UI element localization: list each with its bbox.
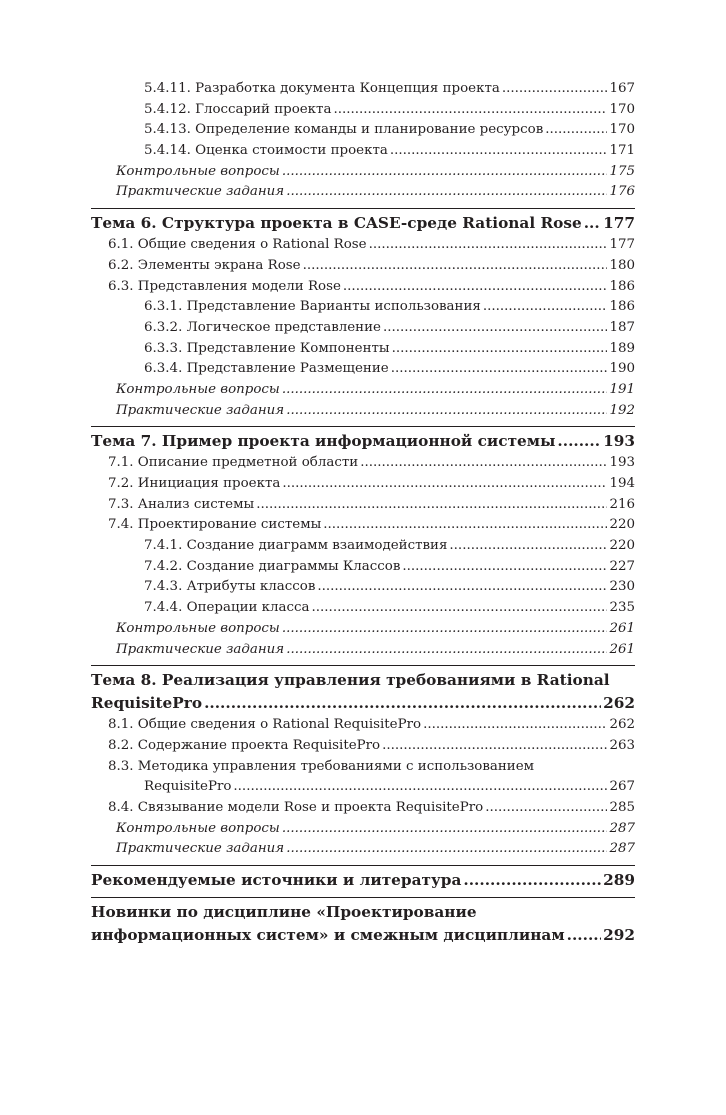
- entry-label: Практические задания: [116, 184, 285, 200]
- entry-label: 7.3. Анализ системы: [108, 496, 255, 512]
- entry-label: Практические задания: [116, 641, 285, 657]
- toc-entry-6-1[interactable]: [91, 235, 635, 256]
- entry-label: 7.1. Описание предметной области: [108, 455, 359, 471]
- entry-label: 6.3. Представления модели Rose: [108, 278, 341, 294]
- entry-page: 287: [609, 820, 635, 836]
- toc-news[interactable]: [91, 924, 635, 947]
- dot-leader: [333, 100, 607, 121]
- dot-leader: [286, 401, 607, 422]
- topic-title: Тема 6. Структура проекта в CASE-среде Rational Rose: [91, 214, 582, 233]
- entry-label: 6.3.2. Логическое представление: [144, 319, 381, 335]
- dot-leader: [360, 453, 607, 474]
- topic-title: Тема 7. Пример проекта информационной системы: [91, 432, 556, 451]
- toc-entry-6-tasks[interactable]: [91, 401, 635, 422]
- toc-entry-5-4-13[interactable]: [91, 120, 635, 141]
- entry-page: 171: [609, 143, 635, 159]
- entry-page: 262: [609, 717, 635, 733]
- toc-entry-8-questions[interactable]: [91, 819, 635, 840]
- dot-leader: [282, 474, 607, 495]
- entry-label: Контрольные вопросы: [116, 620, 280, 636]
- entry-label: 6.3.4. Представление Размещение: [144, 361, 389, 377]
- entry-page: 176: [609, 184, 635, 200]
- dot-leader: [402, 557, 607, 578]
- toc-entry-5-4-14[interactable]: [91, 141, 635, 162]
- divider: [91, 208, 635, 209]
- divider: [91, 665, 635, 666]
- entry-page: 261: [609, 620, 635, 636]
- dot-leader: [369, 235, 608, 256]
- topic-page: 289: [603, 871, 635, 889]
- entry-page: 170: [609, 122, 635, 138]
- table-of-contents: [91, 79, 635, 947]
- entry-page: 167: [609, 81, 635, 96]
- topic-title: RequisitePro: [91, 694, 203, 713]
- dot-leader: [286, 839, 607, 860]
- toc-news-title-line1[interactable]: Новинки по дисциплине «Проектирование: [91, 903, 477, 921]
- divider: [91, 897, 635, 898]
- toc-entry-5-4-12[interactable]: [91, 100, 635, 121]
- entry-label: 7.4.3. Атрибуты классов: [144, 579, 316, 595]
- entry-label: Практические задания: [116, 402, 285, 418]
- entry-label: 5.4.14. Оценка стоимости проекта: [144, 143, 388, 159]
- dot-leader: [483, 297, 608, 318]
- entry-label: Контрольные вопросы: [116, 163, 280, 179]
- toc-entry-6-3-3[interactable]: [91, 339, 635, 360]
- toc-entry-5-questions[interactable]: [91, 162, 635, 183]
- toc-entry-7-tasks[interactable]: [91, 640, 635, 661]
- entry-page: 285: [609, 799, 635, 815]
- entry-page: 230: [609, 579, 635, 595]
- toc-entry-8-2[interactable]: [91, 736, 635, 757]
- toc-topic-8-title-line1[interactable]: Тема 8. Реализация управления требованиями в Rational: [91, 671, 610, 690]
- toc-entry-6-3-4[interactable]: [91, 359, 635, 380]
- dot-leader: [303, 256, 608, 277]
- toc-entry-7-1[interactable]: [91, 453, 635, 474]
- entry-page: 216: [609, 496, 635, 512]
- entry-label: 6.2. Элементы экрана Rose: [108, 257, 301, 273]
- dot-leader: [343, 277, 608, 298]
- topic-page: 292: [603, 926, 635, 944]
- entry-page: 180: [609, 257, 635, 273]
- entry-page: 287: [609, 841, 635, 857]
- toc-entry-7-3[interactable]: [91, 495, 635, 516]
- entry-page: 191: [609, 381, 635, 397]
- entry-page: 177: [609, 237, 635, 253]
- dot-leader: [449, 536, 607, 557]
- dot-leader: [557, 430, 601, 453]
- entry-label: RequisitePro: [144, 779, 232, 795]
- toc-references[interactable]: [91, 869, 635, 892]
- dot-leader: [312, 598, 608, 619]
- entry-label: 5.4.12. Глоссарий проекта: [144, 101, 332, 117]
- entry-page: 187: [609, 319, 635, 335]
- topic-title: информационных систем» и смежным дисциплинам: [91, 926, 565, 944]
- toc-entry-5-4-11[interactable]: [91, 79, 635, 100]
- topic-page: 262: [603, 694, 635, 713]
- entry-label: Контрольные вопросы: [116, 381, 280, 397]
- toc-entry-6-3-2[interactable]: [91, 318, 635, 339]
- toc-entry-7-4-1[interactable]: [91, 536, 635, 557]
- toc-topic-8[interactable]: [91, 692, 635, 715]
- toc-entry-6-3[interactable]: [91, 277, 635, 298]
- dot-leader: [233, 777, 607, 798]
- toc-entry-8-4[interactable]: [91, 798, 635, 819]
- entry-label: 5.4.11. Разработка документа Концепция проекта: [144, 81, 500, 96]
- entry-page: 263: [609, 737, 635, 753]
- dot-leader: [423, 715, 607, 736]
- entry-page: 220: [609, 517, 635, 533]
- entry-page: 170: [609, 101, 635, 117]
- dot-leader: [382, 736, 607, 757]
- dot-leader: [282, 819, 608, 840]
- toc-entry-7-4-2[interactable]: [91, 557, 635, 578]
- dot-leader: [323, 515, 607, 536]
- entry-page: 227: [609, 558, 635, 574]
- dot-leader: [286, 640, 607, 661]
- entry-label: 7.2. Инициация проекта: [108, 476, 281, 491]
- toc-entry-8-tasks[interactable]: [91, 839, 635, 860]
- toc-entry-7-2[interactable]: [91, 474, 635, 495]
- dot-leader: [282, 162, 608, 183]
- dot-leader: [584, 212, 601, 235]
- dot-leader: [282, 619, 608, 640]
- entry-page: 190: [609, 361, 635, 377]
- entry-label: Контрольные вопросы: [116, 820, 280, 836]
- dot-leader: [502, 79, 608, 100]
- toc-entry-8-3[interactable]: [91, 777, 635, 798]
- toc-entry-5-tasks[interactable]: [91, 182, 635, 203]
- entry-label: 6.1. Общие сведения о Rational Rose: [108, 237, 367, 253]
- dot-leader: [485, 798, 607, 819]
- divider: [91, 426, 635, 427]
- toc-entry-6-questions[interactable]: [91, 380, 635, 401]
- entry-label: 5.4.13. Определение команды и планирование ресурсов: [144, 122, 544, 138]
- dot-leader: [567, 924, 601, 947]
- entry-page: 267: [609, 779, 635, 795]
- entry-label: 8.1. Общие сведения о Rational RequisitePro: [108, 717, 422, 733]
- toc-topic-7[interactable]: [91, 430, 635, 453]
- entry-page: 175: [609, 163, 635, 179]
- entry-label: 7.4.1. Создание диаграмм взаимодействия: [144, 538, 448, 554]
- entry-page: 194: [609, 476, 635, 491]
- entry-page: 186: [609, 278, 635, 294]
- toc-entry-7-questions[interactable]: [91, 619, 635, 640]
- dot-leader: [463, 869, 601, 892]
- entry-label: 8.2. Содержание проекта RequisitePro: [108, 737, 381, 753]
- dot-leader: [545, 120, 607, 141]
- dot-leader: [204, 692, 601, 715]
- dot-leader: [383, 318, 607, 339]
- toc-entry-7-4-4[interactable]: [91, 598, 635, 619]
- dot-leader: [392, 339, 608, 360]
- topic-page: 177: [603, 214, 635, 233]
- dot-leader: [390, 141, 608, 162]
- entry-label: 7.4.4. Операции класса: [144, 600, 310, 616]
- divider: [91, 865, 635, 866]
- entry-label: 7.4.2. Создание диаграммы Классов: [144, 558, 401, 574]
- toc-entry-7-4-3[interactable]: [91, 577, 635, 598]
- dot-leader: [282, 380, 608, 401]
- dot-leader: [256, 495, 607, 516]
- toc-entry-7-4[interactable]: [91, 515, 635, 536]
- entry-page: 189: [609, 340, 635, 356]
- entry-label: 6.3.3. Представление Компоненты: [144, 340, 390, 356]
- toc-entry-8-3-line1[interactable]: 8.3. Методика управления требованиями с использованием: [108, 758, 535, 774]
- entry-label: 7.4. Проектирование системы: [108, 517, 322, 533]
- entry-page: 192: [609, 402, 635, 418]
- dot-leader: [317, 577, 607, 598]
- entry-page: 193: [609, 455, 635, 471]
- toc-entry-6-2[interactable]: [91, 256, 635, 277]
- dot-leader: [286, 182, 607, 203]
- entry-page: 220: [609, 538, 635, 554]
- entry-page: 261: [609, 641, 635, 657]
- toc-entry-8-1[interactable]: [91, 715, 635, 736]
- entry-page: 235: [609, 600, 635, 616]
- topic-title: Рекомендуемые источники и литература: [91, 871, 462, 889]
- topic-page: 193: [603, 432, 635, 451]
- entry-label: 6.3.1. Представление Варианты использования: [144, 299, 481, 315]
- entry-label: Практические задания: [116, 841, 285, 857]
- toc-entry-6-3-1[interactable]: [91, 297, 635, 318]
- entry-label: 8.4. Связывание модели Rose и проекта RequisitePro: [108, 799, 484, 815]
- entry-page: 186: [609, 299, 635, 315]
- dot-leader: [391, 359, 608, 380]
- toc-topic-6[interactable]: [91, 212, 635, 235]
